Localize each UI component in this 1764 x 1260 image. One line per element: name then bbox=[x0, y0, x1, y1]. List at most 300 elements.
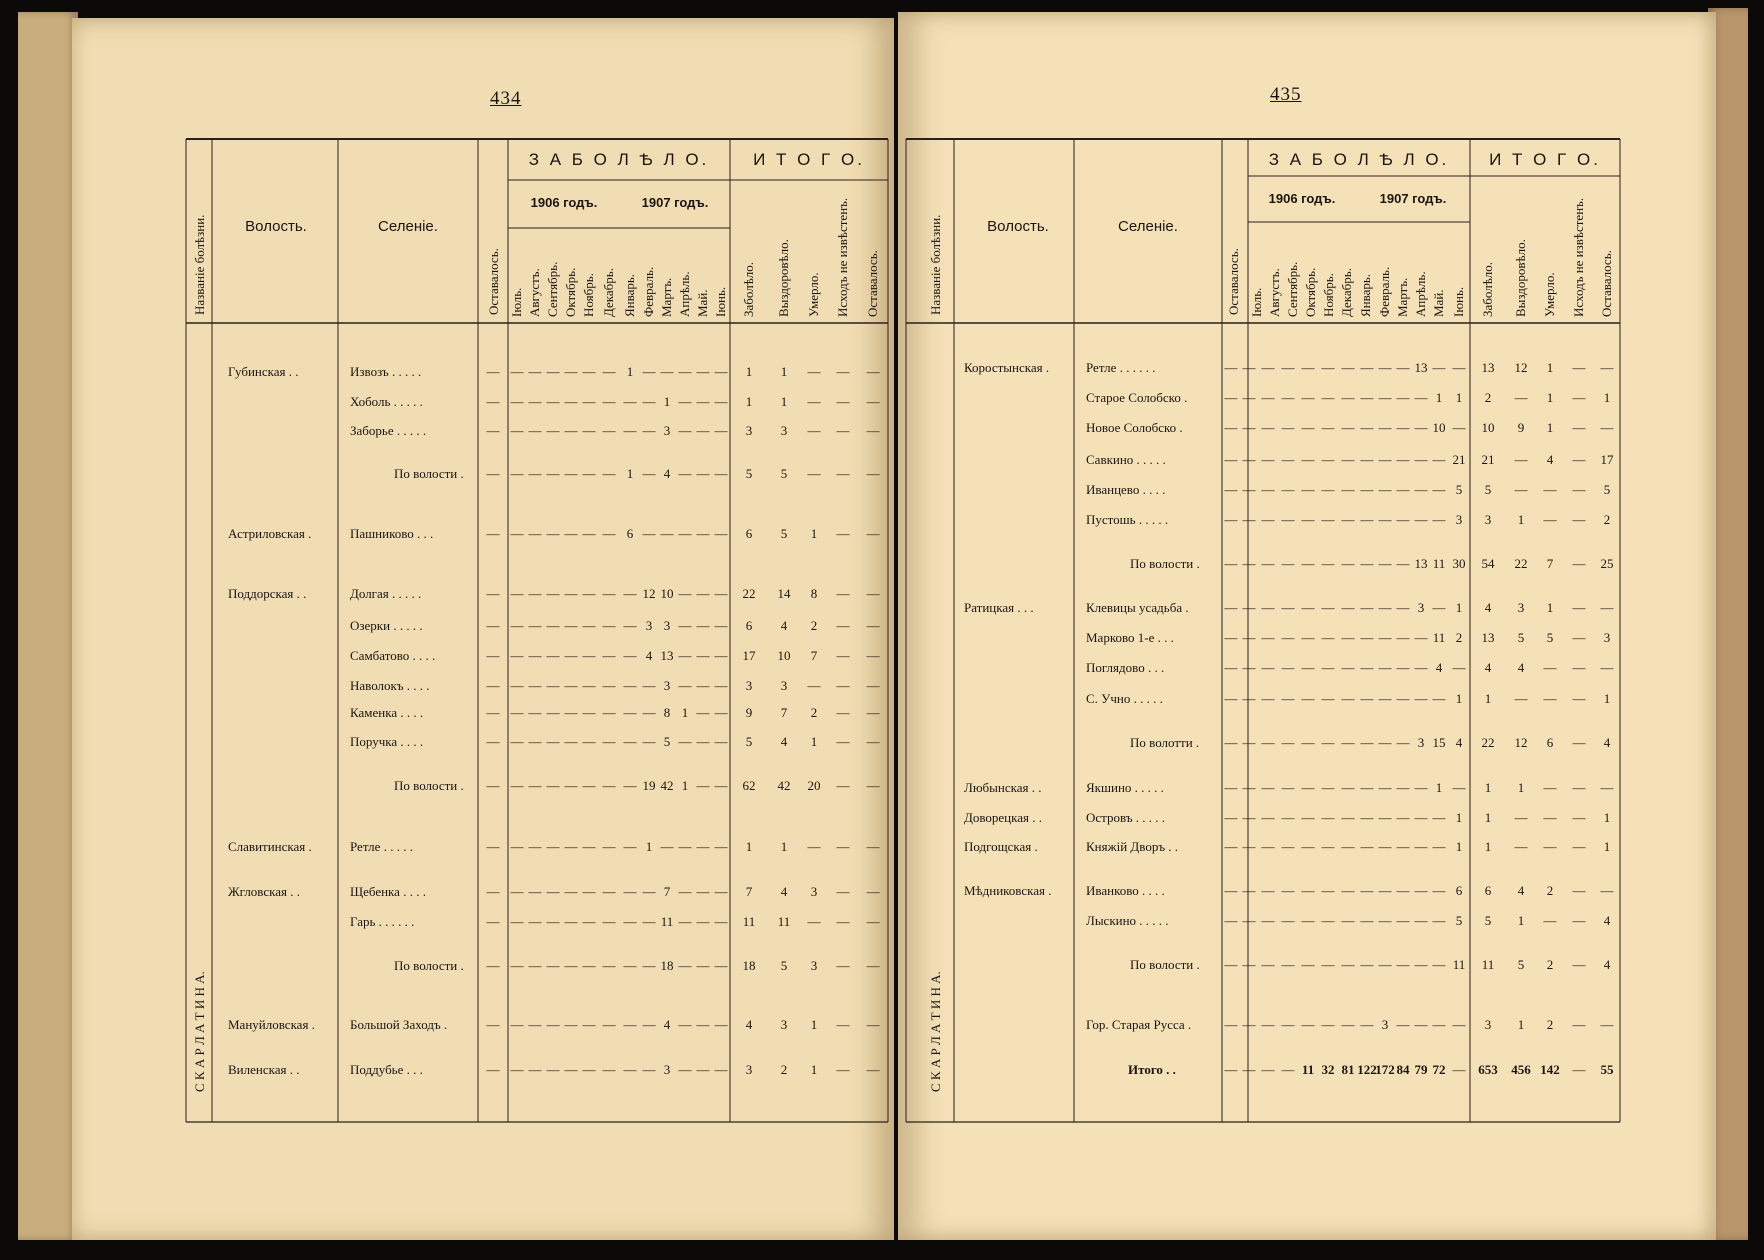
row-selenie: Поручка . . . . bbox=[350, 734, 424, 749]
table-cell: 11 bbox=[660, 914, 674, 929]
table-cell: — bbox=[1242, 512, 1256, 527]
table-cell: — bbox=[807, 423, 821, 438]
table-cell: — bbox=[1414, 390, 1428, 405]
table-cell: — bbox=[1261, 630, 1275, 645]
table-cell: — bbox=[1360, 810, 1374, 825]
table-cell: — bbox=[836, 1062, 850, 1077]
table-cell: 14 bbox=[777, 586, 791, 601]
table-cell: — bbox=[1261, 452, 1275, 467]
row-volost: Ратицкая . . . bbox=[964, 600, 1034, 615]
table-cell: — bbox=[1224, 360, 1238, 375]
table-cell: — bbox=[510, 1062, 524, 1077]
row-selenie: Якшино . . . . . bbox=[1086, 780, 1164, 795]
table-cell: 1 bbox=[810, 734, 818, 749]
table-cell: — bbox=[1242, 390, 1256, 405]
table-cell: — bbox=[836, 778, 850, 793]
table-cell: — bbox=[1261, 913, 1275, 928]
table-cell: — bbox=[642, 394, 656, 409]
table-cell: — bbox=[623, 423, 637, 438]
row-volost: Астриловская . bbox=[228, 526, 312, 541]
table-cell: — bbox=[1396, 360, 1410, 375]
header-month-1907: Февраль. bbox=[641, 266, 656, 317]
header-month-1907: Мартъ. bbox=[1395, 277, 1410, 317]
table-cell: — bbox=[1341, 691, 1355, 706]
table-cell: 456 bbox=[1511, 1062, 1531, 1077]
table-cell: 4 bbox=[663, 1017, 671, 1032]
table-cell: — bbox=[1414, 839, 1428, 854]
table-cell: — bbox=[528, 914, 542, 929]
header-ostavalos: Оставалось. bbox=[1226, 248, 1241, 315]
table-cell: — bbox=[1281, 1062, 1295, 1077]
table-cell: — bbox=[528, 618, 542, 633]
table-cell: 19 bbox=[642, 778, 656, 793]
table-cell: — bbox=[546, 364, 560, 379]
table-cell: — bbox=[696, 1017, 710, 1032]
table-cell: 7 bbox=[780, 705, 788, 720]
table-cell: 2 bbox=[780, 1062, 788, 1077]
table-cell: — bbox=[1301, 913, 1315, 928]
table-cell: — bbox=[1360, 780, 1374, 795]
table-cell: — bbox=[1321, 360, 1335, 375]
header-month-1906: Сентябрь. bbox=[1285, 261, 1300, 317]
header-month-1907: Іюнь. bbox=[1451, 286, 1466, 317]
table-cell: — bbox=[546, 734, 560, 749]
table-cell: — bbox=[602, 466, 616, 481]
table-cell: — bbox=[696, 586, 710, 601]
table-cell: 4 bbox=[1517, 660, 1525, 675]
table-cell: — bbox=[602, 1017, 616, 1032]
header-month-1906: Ноябрь. bbox=[581, 273, 596, 317]
header-itogo-column: Оставалось. bbox=[1599, 250, 1614, 317]
table-cell: — bbox=[1321, 810, 1335, 825]
table-cell: — bbox=[1572, 452, 1586, 467]
table-cell: — bbox=[1396, 839, 1410, 854]
table-cell: — bbox=[1281, 913, 1295, 928]
header-year-1906: 1906 годъ. bbox=[1268, 191, 1336, 206]
row-selenie: Пустошь . . . . . bbox=[1086, 512, 1169, 527]
table-cell: — bbox=[1321, 512, 1335, 527]
header-month-1906: Августъ. bbox=[1267, 268, 1282, 317]
header-zabolelo: З А Б О Л Ѣ Л О. bbox=[1268, 150, 1450, 169]
table-cell: — bbox=[1600, 420, 1614, 435]
table-cell: — bbox=[510, 618, 524, 633]
table-cell: — bbox=[528, 526, 542, 541]
table-cell: — bbox=[510, 914, 524, 929]
header-month-1906: Сентябрь. bbox=[545, 261, 560, 317]
table-cell: — bbox=[866, 586, 880, 601]
table-cell: 3 bbox=[810, 884, 818, 899]
table-cell: — bbox=[642, 423, 656, 438]
table-cell: — bbox=[1543, 512, 1557, 527]
table-cell: — bbox=[1261, 883, 1275, 898]
table-cell: — bbox=[1378, 735, 1392, 750]
table-cell: — bbox=[678, 466, 692, 481]
table-cell: 3 bbox=[1417, 600, 1425, 615]
table-cell: — bbox=[1224, 913, 1238, 928]
table-cell: — bbox=[1396, 390, 1410, 405]
table-cell: — bbox=[1224, 420, 1238, 435]
table-cell: — bbox=[1396, 957, 1410, 972]
table-cell: 2 bbox=[1455, 630, 1463, 645]
row-selenie: Княжій Дворъ . . bbox=[1086, 839, 1179, 854]
table-cell: — bbox=[1321, 883, 1335, 898]
table-cell: — bbox=[602, 678, 616, 693]
table-cell: — bbox=[1414, 957, 1428, 972]
table-cell: — bbox=[1396, 512, 1410, 527]
table-cell: 1 bbox=[663, 394, 671, 409]
table-cell: — bbox=[678, 678, 692, 693]
table-cell: — bbox=[1572, 839, 1586, 854]
table-cell: — bbox=[623, 648, 637, 663]
table-cell: — bbox=[1224, 556, 1238, 571]
header-selenie: Селеніе. bbox=[378, 218, 438, 235]
table-cell: — bbox=[1341, 957, 1355, 972]
table-cell: 15 bbox=[1432, 735, 1446, 750]
row-grand-total-label: Итого . . bbox=[1128, 1062, 1176, 1077]
table-cell: 5 bbox=[1546, 630, 1554, 645]
table-cell: — bbox=[1341, 512, 1355, 527]
table-cell: — bbox=[1572, 512, 1586, 527]
table-cell: — bbox=[1261, 735, 1275, 750]
table-cell: — bbox=[1396, 735, 1410, 750]
table-cell: — bbox=[1378, 691, 1392, 706]
table-cell: — bbox=[1432, 957, 1446, 972]
table-cell: — bbox=[1281, 512, 1295, 527]
table-cell: — bbox=[1378, 390, 1392, 405]
row-selenie: Самбатово . . . . bbox=[350, 648, 436, 663]
header-month-1906: Октябрь. bbox=[1303, 267, 1318, 317]
table-cell: — bbox=[642, 884, 656, 899]
table-cell: — bbox=[660, 364, 674, 379]
table-cell: — bbox=[1514, 452, 1528, 467]
table-cell: — bbox=[1321, 691, 1335, 706]
table-cell: — bbox=[1341, 780, 1355, 795]
table-cell: 1 bbox=[780, 394, 788, 409]
table-cell: — bbox=[866, 884, 880, 899]
table-cell: — bbox=[1378, 360, 1392, 375]
table-cell: 1 bbox=[745, 839, 753, 854]
table-cell: — bbox=[1321, 913, 1335, 928]
table-cell: 5 bbox=[663, 734, 671, 749]
table-cell: 7 bbox=[745, 884, 753, 899]
table-cell: 8 bbox=[810, 586, 818, 601]
table-cell: — bbox=[486, 364, 500, 379]
table-cell: — bbox=[546, 958, 560, 973]
table-cell: — bbox=[1321, 1017, 1335, 1032]
table-cell: — bbox=[836, 1017, 850, 1032]
table-cell: — bbox=[866, 914, 880, 929]
table-cell: — bbox=[1242, 1017, 1256, 1032]
header-zabolelo: З А Б О Л Ѣ Л О. bbox=[528, 150, 710, 169]
table-cell: 4 bbox=[1517, 883, 1525, 898]
table-cell: 1 bbox=[780, 364, 788, 379]
table-cell: — bbox=[807, 364, 821, 379]
table-cell: — bbox=[714, 526, 728, 541]
table-cell: 4 bbox=[1455, 735, 1463, 750]
table-cell: — bbox=[564, 423, 578, 438]
header-month-1907: Апрѣль. bbox=[677, 271, 692, 317]
table-cell: — bbox=[714, 1062, 728, 1077]
table-cell: — bbox=[528, 423, 542, 438]
table-cell: — bbox=[546, 705, 560, 720]
row-selenie: С. Учно . . . . . bbox=[1086, 691, 1163, 706]
table-cell: — bbox=[714, 884, 728, 899]
table-cell: — bbox=[696, 778, 710, 793]
table-cell: — bbox=[1301, 420, 1315, 435]
header-volost: Волость. bbox=[987, 218, 1049, 235]
table-cell: — bbox=[510, 705, 524, 720]
table-cell: — bbox=[1360, 735, 1374, 750]
table-cell: — bbox=[714, 618, 728, 633]
table-cell: 2 bbox=[1546, 883, 1554, 898]
table-cell: — bbox=[510, 586, 524, 601]
table-cell: — bbox=[836, 958, 850, 973]
table-cell: 2 bbox=[810, 705, 818, 720]
table-cell: 2 bbox=[1603, 512, 1611, 527]
table-cell: 22 bbox=[1481, 735, 1495, 750]
table-cell: — bbox=[1432, 512, 1446, 527]
row-selenie: Ретле . . . . . bbox=[350, 839, 413, 854]
table-cell: — bbox=[1242, 600, 1256, 615]
table-cell: — bbox=[714, 705, 728, 720]
table-cell: — bbox=[866, 618, 880, 633]
table-cell: — bbox=[1543, 780, 1557, 795]
table-cell: — bbox=[546, 1062, 560, 1077]
table-cell: — bbox=[1378, 810, 1392, 825]
table-cell: — bbox=[1600, 360, 1614, 375]
table-cell: — bbox=[1224, 691, 1238, 706]
table-cell: — bbox=[1242, 957, 1256, 972]
table-cell: 1 bbox=[745, 364, 753, 379]
table-cell: — bbox=[696, 1062, 710, 1077]
table-cell: — bbox=[1224, 810, 1238, 825]
table-cell: 1 bbox=[1546, 420, 1554, 435]
table-cell: — bbox=[1378, 660, 1392, 675]
table-cell: — bbox=[1414, 482, 1428, 497]
table-cell: — bbox=[836, 394, 850, 409]
table-cell: — bbox=[486, 394, 500, 409]
table-cell: — bbox=[1378, 482, 1392, 497]
table-cell: — bbox=[1572, 630, 1586, 645]
table-cell: — bbox=[1224, 512, 1238, 527]
table-cell: — bbox=[582, 466, 596, 481]
table-cell: — bbox=[1396, 810, 1410, 825]
table-cell: — bbox=[1600, 1017, 1614, 1032]
table-cell: — bbox=[1452, 1017, 1466, 1032]
table-cell: — bbox=[1341, 810, 1355, 825]
table-cell: — bbox=[623, 1017, 637, 1032]
table-cell: — bbox=[1341, 839, 1355, 854]
table-cell: — bbox=[1242, 839, 1256, 854]
table-cell: 13 bbox=[1481, 360, 1495, 375]
table-cell: — bbox=[1261, 780, 1275, 795]
table-cell: — bbox=[1572, 913, 1586, 928]
table-cell: — bbox=[1224, 660, 1238, 675]
table-cell: — bbox=[836, 839, 850, 854]
table-cell: — bbox=[546, 839, 560, 854]
table-cell: — bbox=[528, 734, 542, 749]
table-cell: — bbox=[1242, 1062, 1256, 1077]
table-cell: — bbox=[866, 394, 880, 409]
row-volost: Доворецкая . . bbox=[964, 810, 1043, 825]
table-cell: — bbox=[564, 466, 578, 481]
table-cell: — bbox=[1360, 630, 1374, 645]
table-cell: — bbox=[1543, 482, 1557, 497]
table-cell: 54 bbox=[1481, 556, 1495, 571]
header-selenie: Селеніе. bbox=[1118, 218, 1178, 235]
table-cell: — bbox=[714, 423, 728, 438]
table-cell: — bbox=[696, 958, 710, 973]
table-cell: 1 bbox=[1484, 691, 1492, 706]
table-cell: 1 bbox=[1455, 600, 1463, 615]
table-cell: — bbox=[1432, 1017, 1446, 1032]
table-cell: 4 bbox=[645, 648, 653, 663]
table-cell: — bbox=[1281, 630, 1295, 645]
table-cell: — bbox=[642, 364, 656, 379]
table-cell: 1 bbox=[1546, 390, 1554, 405]
table-cell: — bbox=[1572, 957, 1586, 972]
table-cell: — bbox=[1341, 913, 1355, 928]
table-cell: — bbox=[836, 364, 850, 379]
table-cell: — bbox=[623, 778, 637, 793]
table-cell: — bbox=[866, 648, 880, 663]
table-cell: — bbox=[528, 394, 542, 409]
table-cell: 1 bbox=[626, 466, 634, 481]
table-cell: 7 bbox=[1546, 556, 1554, 571]
table-cell: — bbox=[1261, 482, 1275, 497]
row-selenie: Пашниково . . . bbox=[350, 526, 434, 541]
table-cell: — bbox=[678, 423, 692, 438]
table-cell: — bbox=[1341, 883, 1355, 898]
table-cell: 3 bbox=[780, 423, 788, 438]
table-cell: — bbox=[546, 423, 560, 438]
header-disease: Названіе болѣзни. bbox=[192, 214, 207, 315]
table-cell: — bbox=[1281, 420, 1295, 435]
table-cell: 4 bbox=[1603, 957, 1611, 972]
table-cell: — bbox=[486, 586, 500, 601]
table-cell: — bbox=[696, 423, 710, 438]
table-cell: — bbox=[510, 839, 524, 854]
header-month-1907: Іюнь. bbox=[713, 286, 728, 317]
table-cell: — bbox=[1224, 630, 1238, 645]
row-selenie: Савкино . . . . . bbox=[1086, 452, 1166, 467]
table-cell: — bbox=[1543, 913, 1557, 928]
table-cell: 4 bbox=[780, 618, 788, 633]
table-cell: — bbox=[1360, 600, 1374, 615]
table-cell: — bbox=[696, 526, 710, 541]
table-cell: — bbox=[546, 648, 560, 663]
table-cell: 3 bbox=[663, 1062, 671, 1077]
table-cell: — bbox=[1341, 1017, 1355, 1032]
row-selenie: Иванково . . . . bbox=[1086, 883, 1165, 898]
row-selenie: Большой Заходъ . bbox=[350, 1017, 448, 1032]
table-cell: — bbox=[1242, 630, 1256, 645]
table-cell: — bbox=[836, 586, 850, 601]
table-cell: — bbox=[1572, 360, 1586, 375]
table-cell: — bbox=[836, 466, 850, 481]
table-cell: 5 bbox=[1517, 957, 1525, 972]
table-cell: — bbox=[564, 778, 578, 793]
table-cell: — bbox=[1600, 660, 1614, 675]
table-cell: — bbox=[1572, 1062, 1586, 1077]
header-itogo-column: Заболѣло. bbox=[741, 261, 756, 317]
row-total-label: По волости . bbox=[394, 466, 464, 481]
table-cell: — bbox=[546, 526, 560, 541]
table-cell: — bbox=[528, 839, 542, 854]
table-cell: 1 bbox=[745, 394, 753, 409]
table-cell: — bbox=[1301, 556, 1315, 571]
row-selenie: Клевицы усадьба . bbox=[1086, 600, 1189, 615]
table-cell: 653 bbox=[1478, 1062, 1498, 1077]
table-cell: — bbox=[866, 678, 880, 693]
table-cell: 21 bbox=[1452, 452, 1466, 467]
table-cell: — bbox=[1281, 1017, 1295, 1032]
table-cell: — bbox=[510, 734, 524, 749]
table-cell: — bbox=[1572, 420, 1586, 435]
table-cell: — bbox=[1224, 1062, 1238, 1077]
table-cell: 3 bbox=[745, 678, 753, 693]
row-selenie: Озерки . . . . . bbox=[350, 618, 423, 633]
table-cell: 1 bbox=[645, 839, 653, 854]
table-cell: — bbox=[1572, 660, 1586, 675]
table-cell: — bbox=[1396, 482, 1410, 497]
table-cell: — bbox=[866, 734, 880, 749]
table-cell: — bbox=[866, 1017, 880, 1032]
table-cell: — bbox=[546, 586, 560, 601]
table-cell: — bbox=[1341, 556, 1355, 571]
header-year-1907: 1907 годъ. bbox=[1379, 191, 1447, 206]
row-selenie: Поддубье . . . bbox=[350, 1062, 423, 1077]
row-selenie: Ретле . . . . . . bbox=[1086, 360, 1156, 375]
table-cell: — bbox=[1360, 512, 1374, 527]
table-cell: — bbox=[807, 839, 821, 854]
table-cell: — bbox=[678, 618, 692, 633]
table-cell: — bbox=[696, 466, 710, 481]
row-selenie: Поглядово . . . bbox=[1086, 660, 1165, 675]
table-cell: — bbox=[1572, 556, 1586, 571]
table-cell: — bbox=[1261, 556, 1275, 571]
table-cell: 5 bbox=[1484, 482, 1492, 497]
table-cell: 12 bbox=[642, 586, 656, 601]
header-itogo-column: Умерло. bbox=[806, 272, 821, 317]
table-cell: 12 bbox=[1514, 360, 1528, 375]
table-cell: — bbox=[1301, 780, 1315, 795]
row-volost: Мануйловская . bbox=[228, 1017, 315, 1032]
table-cell: — bbox=[1414, 691, 1428, 706]
table-cell: 11 bbox=[1452, 957, 1466, 972]
table-cell: — bbox=[1321, 452, 1335, 467]
table-cell: — bbox=[678, 364, 692, 379]
table-cell: — bbox=[696, 705, 710, 720]
table-cell: — bbox=[510, 648, 524, 663]
row-volost: Славитинская . bbox=[228, 839, 312, 854]
row-volost: Поддорская . . bbox=[228, 586, 307, 601]
table-cell: — bbox=[1414, 780, 1428, 795]
table-cell: 8 bbox=[663, 705, 671, 720]
table-cell: 1 bbox=[810, 526, 818, 541]
header-month-1907: Май. bbox=[1431, 289, 1446, 317]
table-cell: — bbox=[642, 466, 656, 481]
table-cell: — bbox=[582, 394, 596, 409]
table-cell: 142 bbox=[1540, 1062, 1560, 1077]
table-cell: — bbox=[1301, 360, 1315, 375]
table-cell: — bbox=[1378, 957, 1392, 972]
table-cell: — bbox=[678, 648, 692, 663]
table-cell: — bbox=[1360, 957, 1374, 972]
header-itogo: И Т О Г О. bbox=[1489, 150, 1601, 169]
table-cell: — bbox=[623, 586, 637, 601]
table-cell: — bbox=[1378, 883, 1392, 898]
